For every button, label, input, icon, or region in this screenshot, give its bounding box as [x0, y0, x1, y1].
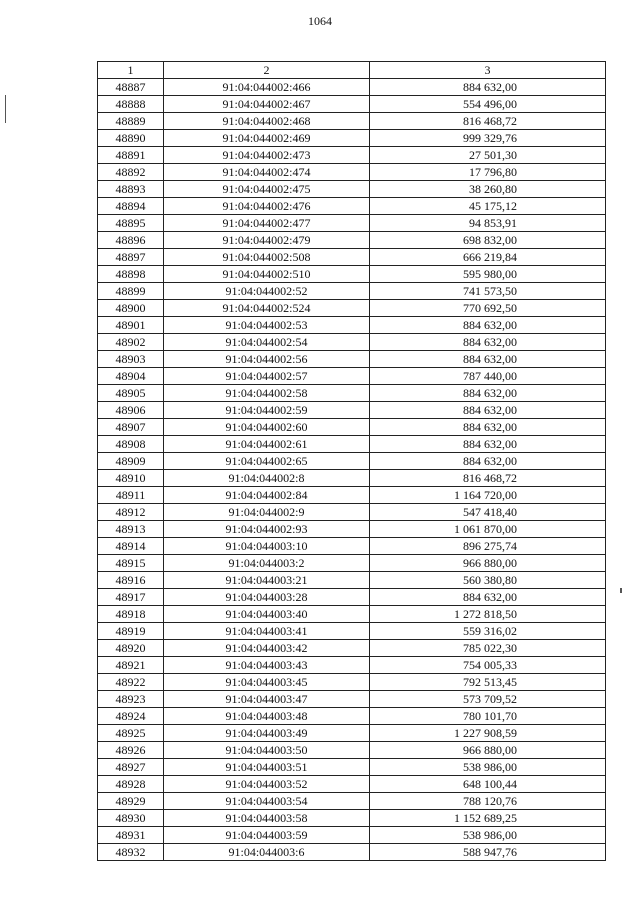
cadastral-value-cell: 884 632,00: [370, 317, 606, 334]
table-row: [98, 283, 606, 300]
cadastral-value-cell: 547 418,40: [370, 504, 606, 521]
row-number-cell: 48915: [98, 555, 164, 572]
cadastral-value-cell: 896 275,74: [370, 538, 606, 555]
table-row: [98, 368, 606, 385]
table-row: [98, 232, 606, 249]
cadastral-value-cell: 560 380,80: [370, 572, 606, 589]
cadastral-value-cell: 595 980,00: [370, 266, 606, 283]
cadastral-number-cell: 91:04:044003:59: [164, 827, 370, 844]
row-number-cell: 48910: [98, 470, 164, 487]
row-number-cell: 48912: [98, 504, 164, 521]
cadastral-value-cell: 27 501,30: [370, 147, 606, 164]
row-number-cell: 48899: [98, 283, 164, 300]
cadastral-number-cell: 91:04:044002:524: [164, 300, 370, 317]
row-number-cell: 48902: [98, 334, 164, 351]
row-number-cell: 48914: [98, 538, 164, 555]
row-number-cell: 48893: [98, 181, 164, 198]
table-row: [98, 419, 606, 436]
table-row: [98, 640, 606, 657]
row-number-cell: 48894: [98, 198, 164, 215]
row-number-cell: 48924: [98, 708, 164, 725]
margin-mark-right: [620, 588, 622, 593]
margin-mark-left: [5, 95, 6, 123]
cadastral-value-cell: 780 101,70: [370, 708, 606, 725]
cadastral-number-cell: 91:04:044002:473: [164, 147, 370, 164]
table-row: [98, 725, 606, 742]
table-row: [98, 147, 606, 164]
cadastral-number-cell: 91:04:044002:476: [164, 198, 370, 215]
cadastral-number-cell: 91:04:044002:57: [164, 368, 370, 385]
row-number-cell: 48908: [98, 436, 164, 453]
cadastral-number-cell: 91:04:044002:475: [164, 181, 370, 198]
cadastral-number-cell: 91:04:044003:10: [164, 538, 370, 555]
cadastral-number-cell: 91:04:044003:41: [164, 623, 370, 640]
table-row: [98, 504, 606, 521]
cadastral-value-cell: 785 022,30: [370, 640, 606, 657]
cadastral-value-cell: 1 061 870,00: [370, 521, 606, 538]
cadastral-number-cell: 91:04:044003:45: [164, 674, 370, 691]
table-row: [98, 164, 606, 181]
cadastral-number-cell: 91:04:044002:479: [164, 232, 370, 249]
row-number-cell: 48909: [98, 453, 164, 470]
column-header-number: 1: [98, 62, 164, 79]
cadastral-value-cell: 666 219,84: [370, 249, 606, 266]
cadastral-number-cell: 91:04:044003:42: [164, 640, 370, 657]
cadastral-number-cell: 91:04:044003:51: [164, 759, 370, 776]
cadastral-number-cell: 91:04:044002:93: [164, 521, 370, 538]
cadastral-value-cell: 573 709,52: [370, 691, 606, 708]
row-number-cell: 48929: [98, 793, 164, 810]
row-number-cell: 48926: [98, 742, 164, 759]
cadastral-number-cell: 91:04:044003:50: [164, 742, 370, 759]
cadastral-value-cell: 966 880,00: [370, 555, 606, 572]
row-number-cell: 48904: [98, 368, 164, 385]
cadastral-value-cell: 999 329,76: [370, 130, 606, 147]
cadastral-number-cell: 91:04:044003:48: [164, 708, 370, 725]
cadastral-value-cell: 884 632,00: [370, 334, 606, 351]
table-row: [98, 657, 606, 674]
table-row: [98, 249, 606, 266]
row-number-cell: 48925: [98, 725, 164, 742]
cadastral-number-cell: 91:04:044002:58: [164, 385, 370, 402]
row-number-cell: 48895: [98, 215, 164, 232]
row-number-cell: 48905: [98, 385, 164, 402]
cadastral-value-cell: 816 468,72: [370, 113, 606, 130]
cadastral-value-table: [97, 61, 606, 861]
table-body: [98, 79, 606, 861]
cadastral-value-cell: 1 152 689,25: [370, 810, 606, 827]
table-row: [98, 453, 606, 470]
cadastral-number-cell: 91:04:044002:53: [164, 317, 370, 334]
table-header-row: [98, 62, 606, 79]
row-number-cell: 48890: [98, 130, 164, 147]
table-row: [98, 96, 606, 113]
cadastral-number-cell: 91:04:044002:52: [164, 283, 370, 300]
row-number-cell: 48922: [98, 674, 164, 691]
cadastral-value-cell: 538 986,00: [370, 827, 606, 844]
cadastral-number-cell: 91:04:044002:84: [164, 487, 370, 504]
cadastral-value-cell: 559 316,02: [370, 623, 606, 640]
row-number-cell: 48897: [98, 249, 164, 266]
cadastral-number-cell: 91:04:044002:54: [164, 334, 370, 351]
cadastral-value-cell: 741 573,50: [370, 283, 606, 300]
table-row: [98, 215, 606, 232]
cadastral-value-cell: 648 100,44: [370, 776, 606, 793]
cadastral-number-cell: 91:04:044002:477: [164, 215, 370, 232]
cadastral-number-cell: 91:04:044002:508: [164, 249, 370, 266]
cadastral-value-cell: 38 260,80: [370, 181, 606, 198]
cadastral-number-cell: 91:04:044003:43: [164, 657, 370, 674]
cadastral-value-cell: 754 005,33: [370, 657, 606, 674]
cadastral-number-cell: 91:04:044002:467: [164, 96, 370, 113]
row-number-cell: 48887: [98, 79, 164, 96]
cadastral-value-cell: 538 986,00: [370, 759, 606, 776]
row-number-cell: 48927: [98, 759, 164, 776]
cadastral-value-cell: 788 120,76: [370, 793, 606, 810]
cadastral-number-cell: 91:04:044003:58: [164, 810, 370, 827]
table-row: [98, 708, 606, 725]
table-row: [98, 776, 606, 793]
cadastral-number-cell: 91:04:044002:468: [164, 113, 370, 130]
table-row: [98, 555, 606, 572]
cadastral-number-cell: 91:04:044003:49: [164, 725, 370, 742]
row-number-cell: 48892: [98, 164, 164, 181]
table-row: [98, 521, 606, 538]
row-number-cell: 48901: [98, 317, 164, 334]
cadastral-value-cell: 816 468,72: [370, 470, 606, 487]
table-row: [98, 266, 606, 283]
table-row: [98, 130, 606, 147]
row-number-cell: 48907: [98, 419, 164, 436]
row-number-cell: 48903: [98, 351, 164, 368]
cadastral-value-cell: 792 513,45: [370, 674, 606, 691]
row-number-cell: 48918: [98, 606, 164, 623]
row-number-cell: 48896: [98, 232, 164, 249]
cadastral-value-cell: 884 632,00: [370, 79, 606, 96]
table-row: [98, 606, 606, 623]
cadastral-value-cell: 1 164 720,00: [370, 487, 606, 504]
cadastral-value-cell: 787 440,00: [370, 368, 606, 385]
row-number-cell: 48919: [98, 623, 164, 640]
cadastral-number-cell: 91:04:044003:28: [164, 589, 370, 606]
cadastral-value-cell: 1 227 908,59: [370, 725, 606, 742]
cadastral-number-cell: 91:04:044002:510: [164, 266, 370, 283]
cadastral-value-cell: 884 632,00: [370, 453, 606, 470]
row-number-cell: 48920: [98, 640, 164, 657]
table-row: [98, 810, 606, 827]
page-number: 1064: [308, 14, 332, 28]
cadastral-value-cell: 588 947,76: [370, 844, 606, 861]
column-header-value: 3: [370, 62, 606, 79]
cadastral-value-cell: 966 880,00: [370, 742, 606, 759]
cadastral-value-cell: 884 632,00: [370, 402, 606, 419]
row-number-cell: 48913: [98, 521, 164, 538]
table-row: [98, 674, 606, 691]
cadastral-value-cell: 884 632,00: [370, 385, 606, 402]
cadastral-number-cell: 91:04:044002:59: [164, 402, 370, 419]
row-number-cell: 48932: [98, 844, 164, 861]
cadastral-value-cell: 94 853,91: [370, 215, 606, 232]
cadastral-number-cell: 91:04:044002:469: [164, 130, 370, 147]
column-header-cadastral-number: 2: [164, 62, 370, 79]
table-row: [98, 334, 606, 351]
cadastral-number-cell: 91:04:044002:474: [164, 164, 370, 181]
row-number-cell: 48928: [98, 776, 164, 793]
cadastral-value-cell: 45 175,12: [370, 198, 606, 215]
table-row: [98, 317, 606, 334]
cadastral-value-cell: 884 632,00: [370, 351, 606, 368]
table-row: [98, 572, 606, 589]
row-number-cell: 48921: [98, 657, 164, 674]
table-row: [98, 79, 606, 96]
cadastral-number-cell: 91:04:044002:56: [164, 351, 370, 368]
table-row: [98, 402, 606, 419]
table-row: [98, 351, 606, 368]
row-number-cell: 48906: [98, 402, 164, 419]
cadastral-number-cell: 91:04:044002:8: [164, 470, 370, 487]
row-number-cell: 48917: [98, 589, 164, 606]
row-number-cell: 48911: [98, 487, 164, 504]
table-row: [98, 385, 606, 402]
cadastral-number-cell: 91:04:044003:54: [164, 793, 370, 810]
cadastral-number-cell: 91:04:044002:466: [164, 79, 370, 96]
table-row: [98, 691, 606, 708]
cadastral-value-cell: 884 632,00: [370, 419, 606, 436]
row-number-cell: 48891: [98, 147, 164, 164]
row-number-cell: 48916: [98, 572, 164, 589]
cadastral-value-cell: 698 832,00: [370, 232, 606, 249]
table-row: [98, 181, 606, 198]
table-row: [98, 623, 606, 640]
row-number-cell: 48930: [98, 810, 164, 827]
cadastral-number-cell: 91:04:044003:6: [164, 844, 370, 861]
row-number-cell: 48923: [98, 691, 164, 708]
table-row: [98, 793, 606, 810]
row-number-cell: 48888: [98, 96, 164, 113]
cadastral-number-cell: 91:04:044002:9: [164, 504, 370, 521]
cadastral-value-cell: 884 632,00: [370, 436, 606, 453]
table-row: [98, 759, 606, 776]
table-row: [98, 470, 606, 487]
table-row: [98, 300, 606, 317]
cadastral-number-cell: 91:04:044003:2: [164, 555, 370, 572]
table-row: [98, 436, 606, 453]
cadastral-number-cell: 91:04:044003:40: [164, 606, 370, 623]
table-row: [98, 742, 606, 759]
cadastral-value-cell: 1 272 818,50: [370, 606, 606, 623]
cadastral-number-cell: 91:04:044003:21: [164, 572, 370, 589]
row-number-cell: 48889: [98, 113, 164, 130]
table-row: [98, 487, 606, 504]
cadastral-value-cell: 17 796,80: [370, 164, 606, 181]
row-number-cell: 48898: [98, 266, 164, 283]
table-row: [98, 198, 606, 215]
cadastral-value-cell: 770 692,50: [370, 300, 606, 317]
table-row: [98, 589, 606, 606]
table-row: [98, 113, 606, 130]
table-row: [98, 827, 606, 844]
row-number-cell: 48931: [98, 827, 164, 844]
cadastral-number-cell: 91:04:044002:65: [164, 453, 370, 470]
table-row: [98, 844, 606, 861]
cadastral-value-cell: 554 496,00: [370, 96, 606, 113]
cadastral-number-cell: 91:04:044003:47: [164, 691, 370, 708]
table-row: [98, 538, 606, 555]
cadastral-number-cell: 91:04:044002:61: [164, 436, 370, 453]
row-number-cell: 48900: [98, 300, 164, 317]
cadastral-value-cell: 884 632,00: [370, 589, 606, 606]
cadastral-number-cell: 91:04:044003:52: [164, 776, 370, 793]
cadastral-number-cell: 91:04:044002:60: [164, 419, 370, 436]
